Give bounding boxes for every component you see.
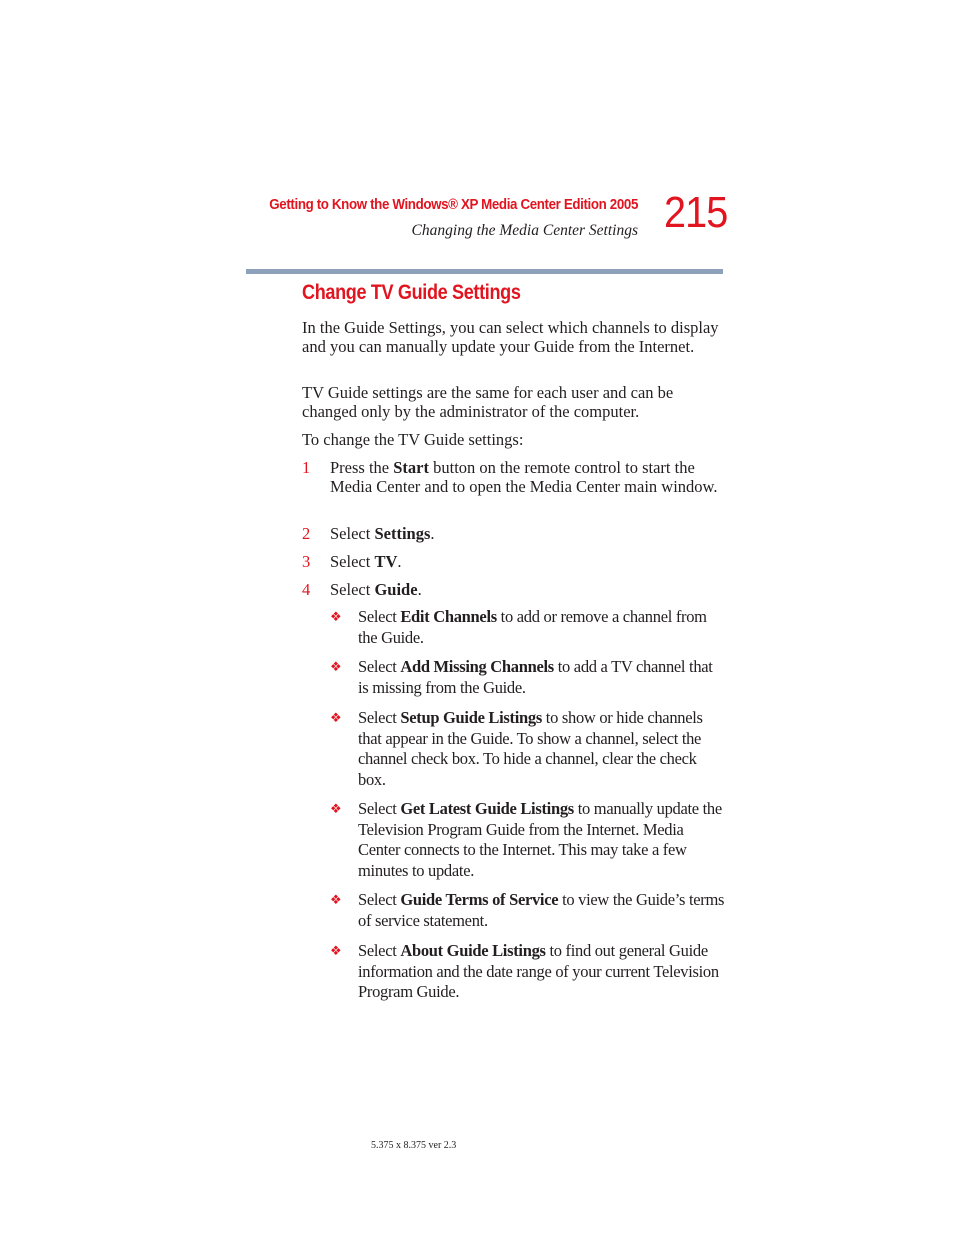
diamond-bullet-icon: ❖: [330, 710, 342, 725]
ui-term: Start: [393, 458, 429, 477]
step-text: Select Settings.: [330, 524, 435, 543]
intro-paragraph: In the Guide Settings, you can select which channels to display and you can manually update your Guide from the Internet.: [302, 318, 719, 356]
ui-term: About Guide Listings: [400, 941, 546, 960]
bullet-text: Select Edit Channels to add or remove a channel from the Guide.: [358, 607, 707, 647]
bullet-text: Select About Guide Listings to find out general Guide information and the date range of your current Television Program Guide.: [358, 941, 719, 1001]
permissions-paragraph: TV Guide settings are the same for each user and can be changed only by the administrator of the computer.: [302, 383, 674, 421]
ui-term: Guide: [374, 580, 418, 599]
ui-term: Settings: [374, 524, 431, 543]
instruction-lead: To change the TV Guide settings:: [302, 430, 524, 449]
diamond-bullet-icon: ❖: [330, 659, 342, 674]
bullet-text: Select Setup Guide Listings to show or hide channels that appear in the Guide. To show a channel, select the channel check box. To hide a channel, clear the check box.: [358, 708, 703, 789]
ui-term: Edit Channels: [400, 607, 497, 626]
step-number: 1: [302, 458, 311, 477]
ui-term: Get Latest Guide Listings: [400, 799, 574, 818]
running-header-chapter: Getting to Know the Windows® XP Media Center Edition 2005: [269, 197, 638, 213]
page-number: 215: [664, 188, 728, 237]
section-heading: Change TV Guide Settings: [302, 281, 521, 304]
diamond-bullet-icon: ❖: [330, 892, 342, 907]
step-text: Select TV.: [330, 552, 402, 571]
step-text: Select Guide.: [330, 580, 422, 599]
running-header-section: Changing the Media Center Settings: [411, 222, 638, 239]
ui-term: Guide Terms of Service: [400, 890, 559, 909]
step-text: Press the Start button on the remote control to start the Media Center and to open the Media Center main window.: [330, 458, 718, 496]
header-rule: [246, 269, 723, 274]
ui-term: Setup Guide Listings: [400, 708, 542, 727]
diamond-bullet-icon: ❖: [330, 609, 342, 624]
step-number: 3: [302, 552, 311, 571]
bullet-text: Select Get Latest Guide Listings to manually update the Television Program Guide from the Internet. Media Center connects to the Internet. This may take a few minutes to update.: [358, 799, 722, 880]
ui-term: Add Missing Channels: [400, 657, 554, 676]
bullet-text: Select Guide Terms of Service to view the Guide’s terms of service statement.: [358, 890, 725, 930]
diamond-bullet-icon: ❖: [330, 801, 342, 816]
diamond-bullet-icon: ❖: [330, 943, 342, 958]
step-number: 2: [302, 524, 311, 543]
step-number: 4: [302, 580, 311, 599]
bullet-text: Select Add Missing Channels to add a TV channel that is missing from the Guide.: [358, 657, 713, 697]
print-spec-footer: 5.375 x 8.375 ver 2.3: [371, 1140, 457, 1151]
ui-term: TV: [374, 552, 398, 571]
